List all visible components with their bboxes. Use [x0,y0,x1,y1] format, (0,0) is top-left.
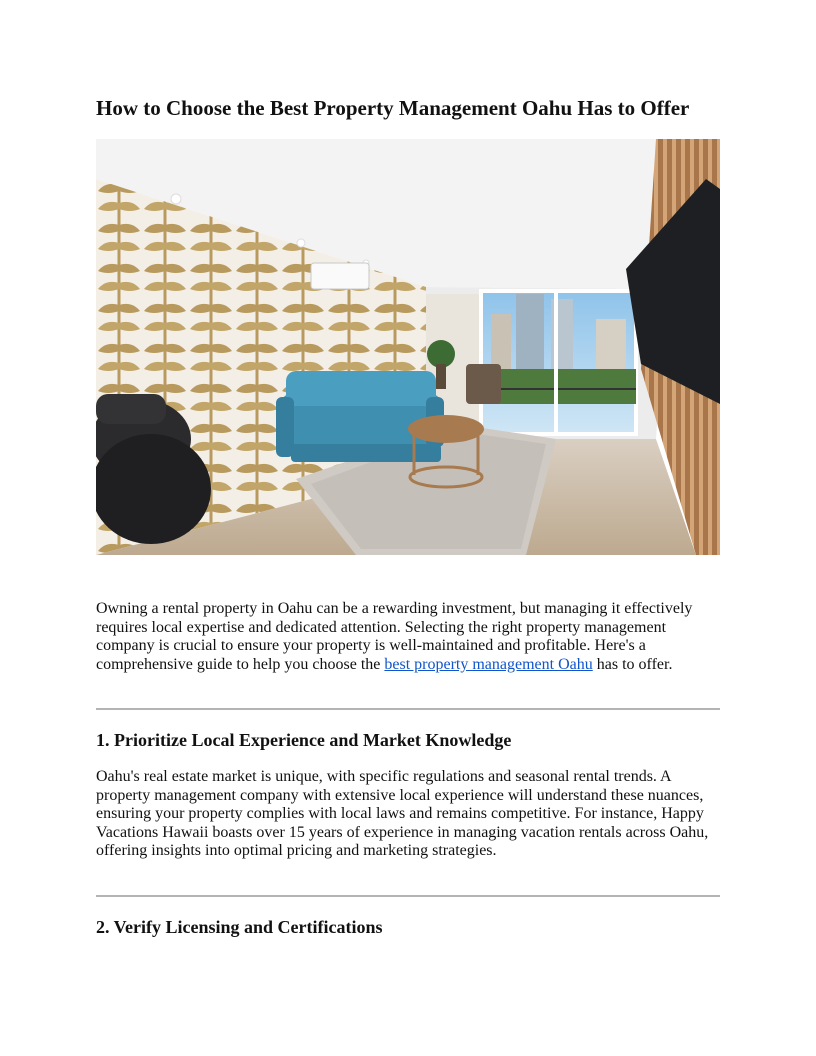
page-title: How to Choose the Best Property Management Oahu Has to Offer [96,96,690,120]
intro-text: Owning a rental property in Oahu can be a rewarding investment, but managing it effectively requires local expertise and dedicated attention. Selecting the right property management company is crucial to ensure your property is well-maintained and profitable. Here's a comprehensive guide to help you choose the [96,600,693,673]
section-heading: 1. Prioritize Local Experience and Market Knowledge [96,730,512,750]
intro-paragraph [96,600,720,674]
section-body: Oahu's real estate market is unique, with specific regulations and seasonal rental trends. A property management company with extensive local experience will understand these nuances, ensuring your property complies with local laws and remains competitive. For instance, Happy Vacations Hawaii boasts over 15 years of experience in managing vacation rentals across Oahu, offering insights into optimal pricing and marketing strategies. [96,768,709,860]
section-divider [96,708,720,710]
intro-text-end: has to offer. [592,655,673,673]
best-property-management-link[interactable]: best property management Oahu [384,655,593,673]
section-heading: 2. Verify Licensing and Certifications [96,917,383,937]
hero-image [96,139,720,555]
section-divider [96,895,720,897]
